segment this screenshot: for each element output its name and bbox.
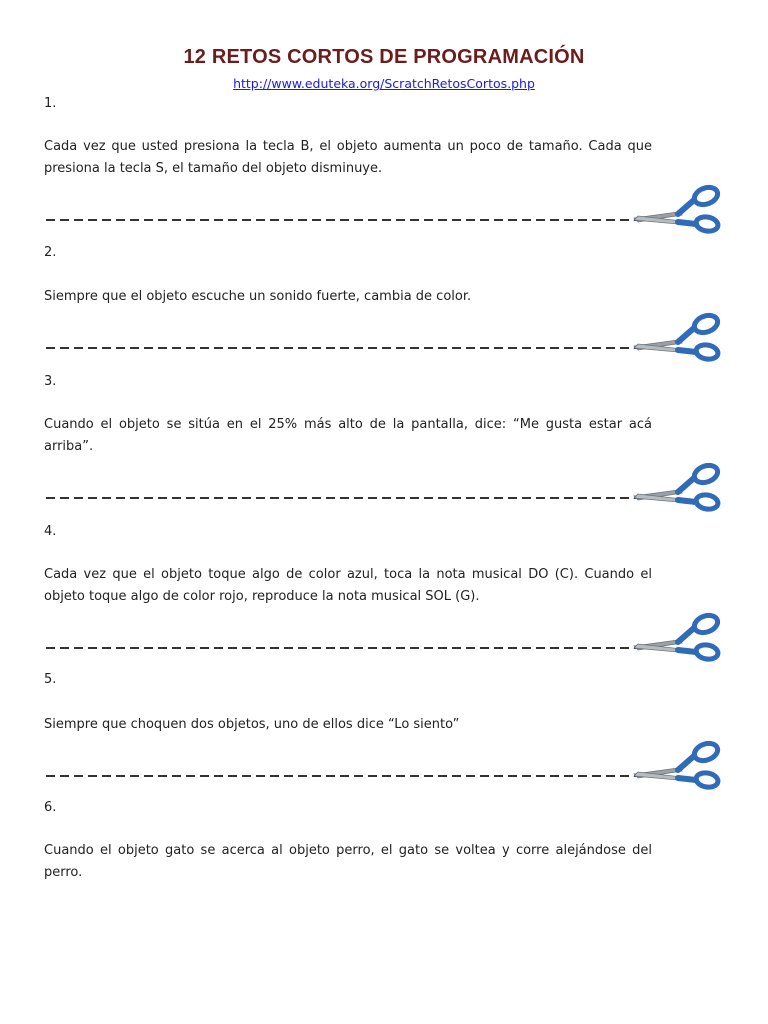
cut-line-4 [44,612,724,662]
challenge-3-number: 3. [44,374,57,389]
scissors-icon [44,740,724,790]
challenge-6-number: 6. [44,800,57,815]
cut-line-5 [44,740,724,790]
scissors-icon [44,612,724,662]
challenge-4-number: 4. [44,524,57,539]
challenge-5-number: 5. [44,672,57,687]
document-title: 12 RETOS CORTOS DE PROGRAMACIÓN [183,46,585,68]
challenge-1-text: Cada vez que usted presiona la tecla B, el objeto aumenta un poco de tamaño. Cada que presiona la tecla S, el tamaño del objeto disminuye. [44,139,652,176]
source-link[interactable]: http://www.eduteka.org/ScratchRetosCortos.php [233,76,535,91]
challenge-1-number: 1. [44,96,57,111]
challenge-4-text: Cada vez que el objeto toque algo de color azul, toca la nota musical DO (C). Cuando el objeto toque algo de color rojo, reproduce la nota musical SOL (G). [44,567,652,604]
cut-line-3 [44,462,724,512]
challenge-2-number: 2. [44,245,57,260]
scissors-icon [44,184,724,234]
cut-line-1 [44,184,724,234]
source-link-container [0,76,768,91]
challenge-3-text: Cuando el objeto se sitúa en el 25% más alto de la pantalla, dice: “Me gusta estar acá arriba”. [44,417,652,454]
challenge-2-text: Siempre que el objeto escuche un sonido fuerte, cambia de color. [44,289,472,304]
scissors-icon [44,312,724,362]
challenge-5-text: Siempre que choquen dos objetos, uno de ellos dice “Lo siento” [44,717,460,732]
challenge-6-text: Cuando el objeto gato se acerca al objeto perro, el gato se voltea y corre alejándose del perro. [44,843,652,880]
scissors-icon [44,462,724,512]
cut-line-2 [44,312,724,362]
